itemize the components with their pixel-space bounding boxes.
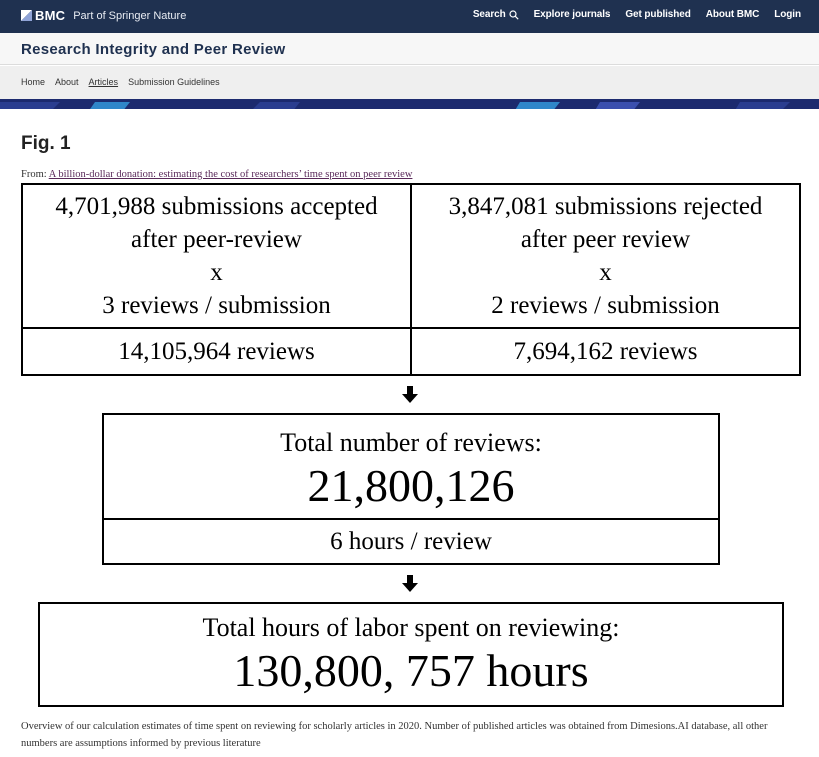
bmc-logo-icon — [21, 10, 32, 21]
figure-caption: Overview of our calculation estimates of time spent on reviewing for scholarly articles in 2020. Number of published articles was obtained from Dimesions.AI database, all other numbers are assumptions informed by previous literature — [21, 721, 768, 749]
journal-bar — [0, 33, 819, 65]
top-nav — [458, 9, 801, 20]
rejected-result: 7,694,162 reviews — [513, 338, 698, 365]
subnav-item-home[interactable]: Home — [21, 77, 46, 87]
bmc-logo[interactable] — [21, 8, 186, 23]
accepted-result-cell — [23, 329, 410, 374]
subnav-item-articles[interactable]: Articles — [88, 77, 119, 87]
total-reviews-label: Total number of reviews: — [280, 427, 542, 457]
decorative-banner — [0, 99, 819, 109]
total-hours-box — [38, 602, 784, 707]
top-navigation-bar — [0, 0, 819, 33]
figure-source-line — [21, 169, 412, 180]
brand-subtitle: Part of Springer Nature — [73, 9, 187, 22]
hours-per-review-cell — [104, 520, 718, 563]
source-article-link[interactable]: A billion-dollar donation: estimating the cost of researchers’ time spent on peer review — [48, 169, 413, 180]
arrow-down-icon — [401, 575, 419, 593]
submissions-grid — [21, 183, 801, 376]
total-reviews-value: 21,800,126 — [307, 459, 515, 511]
rejected-result-cell — [412, 329, 799, 374]
subnav-item-about[interactable]: About — [55, 77, 79, 87]
rejected-qualifier: after peer review — [520, 226, 691, 253]
accepted-count: 4,701,988 submissions accepted — [55, 193, 378, 220]
accepted-qualifier: after peer-review — [131, 226, 302, 253]
search-label: Search — [472, 9, 506, 20]
accepted-rate: 3 reviews / submission — [102, 292, 331, 319]
arrow-down-icon — [401, 386, 419, 404]
hours-per-review: 6 hours / review — [330, 528, 492, 555]
login-link[interactable]: Login — [774, 9, 801, 20]
about-bmc-link[interactable]: About BMC — [705, 9, 760, 20]
rejected-rate: 2 reviews / submission — [491, 292, 720, 319]
rejected-cell — [412, 185, 799, 327]
total-reviews-box — [102, 413, 720, 565]
search-link[interactable] — [473, 9, 519, 20]
search-icon — [509, 10, 519, 20]
from-label: From: — [21, 169, 47, 180]
total-hours-cell — [40, 604, 782, 705]
journal-subnav — [0, 66, 819, 99]
journal-title[interactable]: Research Integrity and Peer Review — [21, 41, 286, 58]
subnav-item-guidelines[interactable]: Submission Guidelines — [128, 77, 220, 87]
accepted-operator: x — [210, 259, 223, 286]
total-hours-value: 130,800, 757 hours — [233, 644, 589, 696]
explore-journals-link[interactable]: Explore journals — [533, 9, 611, 20]
rejected-operator: x — [599, 259, 612, 286]
total-hours-label: Total hours of labor spent on reviewing: — [202, 612, 620, 642]
accepted-cell — [23, 185, 410, 327]
accepted-result: 14,105,964 reviews — [118, 338, 315, 365]
get-published-link[interactable]: Get published — [625, 9, 691, 20]
total-reviews-cell — [104, 415, 718, 518]
figure-heading: Fig. 1 — [21, 133, 71, 154]
rejected-count: 3,847,081 submissions rejected — [448, 193, 763, 220]
brand-name: BMC — [35, 8, 66, 23]
